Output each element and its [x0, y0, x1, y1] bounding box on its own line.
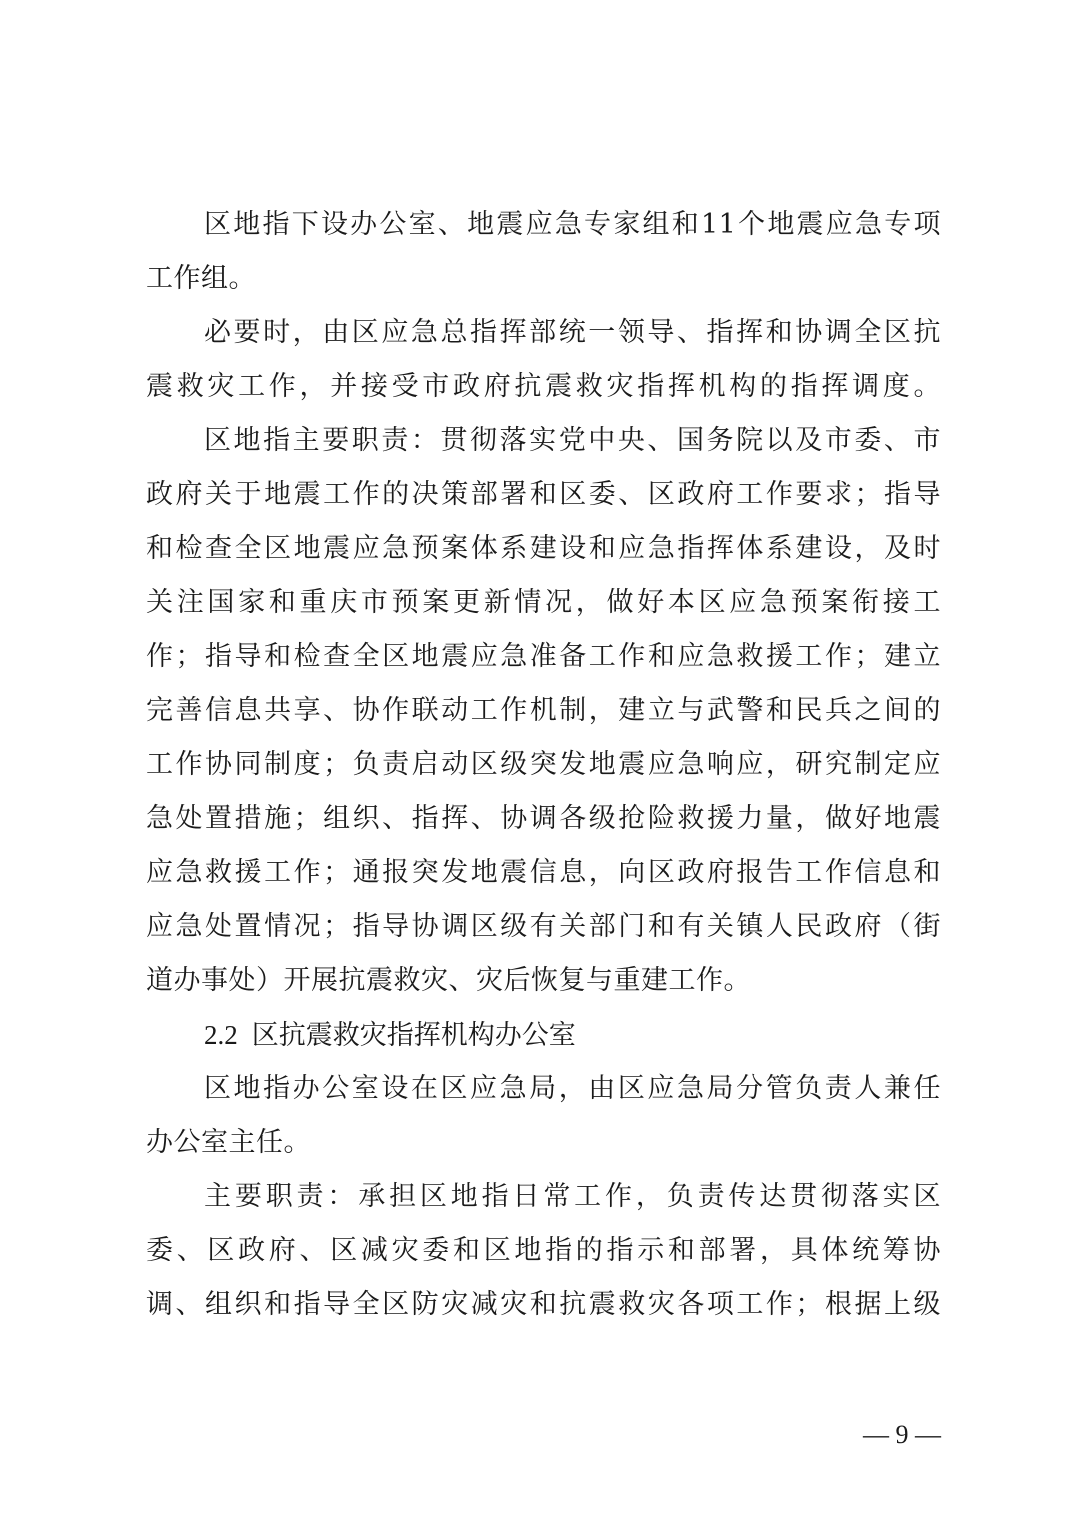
paragraph-3-line-11: 道办事处）开展抗震救灾、灾后恢复与重建工作。 — [146, 965, 751, 996]
paragraph-2-line-2: 震救灾工作，并接受市政府抗震救灾指挥机构的指挥调度。 — [146, 371, 941, 402]
paragraph-3-line-9: 应急救援工作；通报突发地震信息，向区政府报告工作信息和 — [146, 857, 941, 888]
paragraph-3-line-6: 完善信息共享、协作联动工作机制，建立与武警和民兵之间的 — [146, 695, 941, 726]
paragraph-5-line-2: 委、区政府、区减灾委和区地指的指示和部署，具体统筹协 — [146, 1235, 941, 1266]
paragraph-4-line-1: 区地指办公室设在区应急局，由区应急局分管负责人兼任 — [204, 1073, 941, 1104]
paragraph-5-line-1: 主要职责：承担区地指日常工作，负责传达贯彻落实区 — [204, 1181, 941, 1212]
page-number: — 9 — — [863, 1420, 941, 1449]
paragraph-5-line-3: 调、组织和指导全区防灾减灾和抗震救灾各项工作；根据上级 — [146, 1289, 941, 1320]
paragraph-2-line-1: 必要时，由区应急总指挥部统一领导、指挥和协调全区抗 — [204, 317, 941, 348]
section-heading — [204, 1018, 576, 1053]
paragraph-3-line-5: 作；指导和检查全区地震应急准备工作和应急救援工作；建立 — [146, 641, 941, 672]
paragraph-3-line-3: 和检查全区地震应急预案体系建设和应急指挥体系建设，及时 — [146, 533, 941, 564]
paragraph-3-line-7: 工作协同制度；负责启动区级突发地震应急响应，研究制定应 — [146, 749, 941, 780]
paragraph-3-line-8: 急处置措施；组织、指挥、协调各级抢险救援力量，做好地震 — [146, 803, 941, 834]
paragraph-1-line-1: 区地指下设办公室、地震应急专家组和11个地震应急专项 — [204, 209, 941, 240]
section-heading-number: 2.2 — [204, 1020, 238, 1050]
section-heading-title: 区抗震救灾指挥机构办公室 — [251, 1020, 576, 1051]
paragraph-3-line-1: 区地指主要职责：贯彻落实党中央、国务院以及市委、市 — [204, 425, 941, 456]
paragraph-1-line-2: 工作组。 — [146, 263, 256, 294]
paragraph-4-line-2: 办公室主任。 — [146, 1127, 311, 1158]
paragraph-3-line-4: 关注国家和重庆市预案更新情况，做好本区应急预案衔接工 — [146, 587, 941, 618]
paragraph-3-line-10: 应急处置情况；指导协调区级有关部门和有关镇人民政府（街 — [146, 911, 941, 942]
paragraph-3-line-2: 政府关于地震工作的决策部署和区委、区政府工作要求；指导 — [146, 479, 941, 510]
